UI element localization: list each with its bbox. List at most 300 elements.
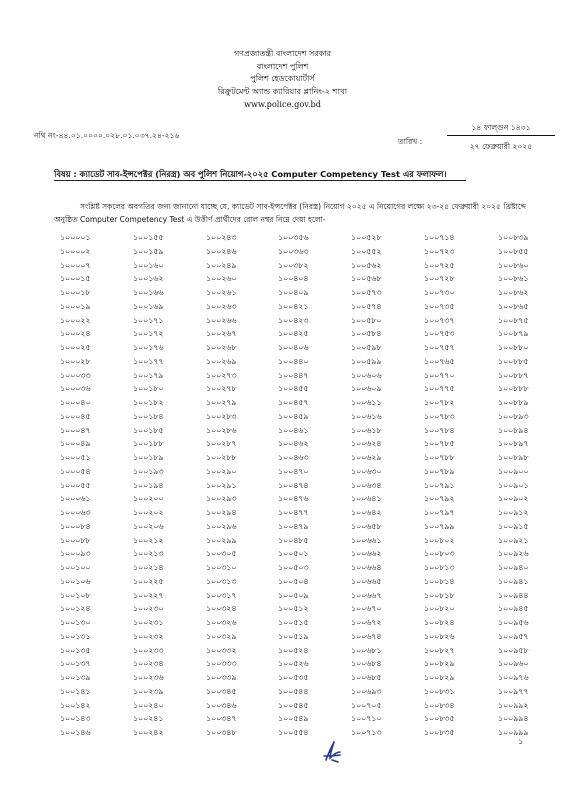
roll-number-cell: ১০০৮২০: [424, 604, 455, 614]
roll-number-cell: ১০০২৬০: [206, 274, 237, 284]
table-row: [60, 520, 558, 534]
roll-number-cell: ১০০৯৪১: [498, 576, 529, 586]
roll-number-cell: ১০০৮৬৫: [498, 301, 529, 311]
website-link[interactable]: www.police.gov.bd: [243, 99, 321, 109]
roll-number-cell: ১০০২০০: [133, 494, 164, 504]
page-number: ১: [518, 737, 524, 746]
roll-number-cell: ১০০৬২৪: [351, 439, 382, 449]
roll-number-cell: ১০০৪০৪: [278, 274, 309, 284]
roll-number-cell: ১০০৩২৯: [206, 631, 237, 641]
roll-number-cell: ১০০৮৮৭: [498, 370, 529, 380]
roll-number-cell: ১০০২৯০: [206, 466, 237, 476]
roll-number-cell: ১০০০৪০: [60, 398, 91, 407]
roll-number-cell: ১০০৫৯৯: [351, 356, 382, 366]
table-row: [60, 396, 558, 410]
roll-number-cell: ১০০২৪৩: [206, 233, 237, 242]
roll-number-cell: ১০০৩২৬: [206, 618, 237, 627]
org-name: বাংলাদেশ পুলিশ: [256, 61, 309, 71]
roll-number-cell: ১০০২১৪: [133, 563, 164, 572]
roll-number-cell: ১০০২৪০: [133, 700, 164, 710]
roll-number-cell: ১০০২৪৯: [206, 260, 237, 270]
table-row: [60, 616, 558, 630]
roll-number-cell: ১০০৩২৪: [206, 604, 237, 614]
roll-number-cell: ১০০৮৮০: [498, 343, 529, 352]
roll-number-cell: ১০০১৭১: [133, 315, 164, 325]
roll-number-cell: ১০০৭৫৩: [424, 329, 455, 339]
roll-number-cell: ১০০২৭৩: [206, 370, 237, 380]
roll-number-cell: ১০০৪৫৯: [278, 411, 309, 421]
roll-number-cell: ১০০২১৩: [133, 549, 164, 559]
roll-number-cell: ১০০৭৯৭: [424, 508, 455, 517]
roll-number-cell: ১০০৬৭২: [351, 618, 382, 627]
table-row: [60, 451, 558, 465]
roll-number-cell: ১০০২৪১: [133, 714, 164, 724]
roll-number-cell: ১০০৬৮৫: [351, 673, 382, 682]
roll-number-cell: ১০০২৮৬: [206, 425, 237, 435]
roll-number-cell: ১০০৭৮২: [424, 398, 455, 407]
subject-line: বিষয় : ক্যাডেট সাব-ইন্সপেক্টর (নিরস্ত্র) অব পুলিশ নিয়োগ-২০২৫ Computer Competency Test এর ফলাফল।: [54, 169, 447, 179]
roll-number-cell: ১০০৪২৩: [278, 315, 309, 325]
roll-number-cell: ১০০৭২৮: [424, 274, 455, 284]
roll-number-cell: ১০০৮৩১: [424, 686, 455, 696]
roll-number-cell: ১০০৮৮৮: [498, 384, 529, 394]
roll-number-cell: ১০০৬৩০: [351, 466, 382, 476]
roll-number-cell: ১০০৬৪১: [351, 494, 382, 504]
roll-number-cell: ১০০০৫৪: [60, 466, 91, 476]
roll-number-cell: ১০০৮৬০: [498, 260, 529, 270]
roll-number-cell: ১০০৩৩২: [206, 645, 237, 655]
roll-number-cell: ১০০৯১৫: [498, 521, 529, 531]
roll-number-cell: ১০০৯৯৪: [498, 714, 529, 724]
roll-number-cell: ১০০১৬৬: [133, 288, 164, 297]
roll-number-cell: ১০০৫০৩: [278, 563, 309, 572]
roll-number-cell: ১০০৩৪৭: [206, 714, 237, 724]
roll-number-cell: ১০০৪২১: [278, 301, 309, 311]
notice-paragraph: সংশ্লিষ্ট সকলের অবগতির জন্য জানানো যাচ্ছে যে, ক্যাডেট সাব-ইন্সপেক্টর (নিরস্ত্র) নিয়োগ ২০২৫ এ নিয়োগের লক্ষ্যে ২৩-২৫ ফেব্রুয়ারী ২০২৫ খ্রিষ্টাব্দে অনুষ্ঠিত Computer Competency Test এ উত্তীর্ণ প্রার্থীদের রোল নম্বর নিম্নে দেয়া হলো-: [54, 202, 526, 224]
roll-number-cell: ১০০২০৬: [133, 521, 164, 531]
roll-number-cell: ১০০৭১৪: [424, 233, 455, 242]
table-row: [60, 300, 558, 314]
roll-number-cell: ১০০০৬৩: [60, 508, 91, 517]
roll-number-cell: ১০০২৪৬: [206, 246, 237, 256]
roll-number-cell: ১০০২৬৯: [206, 356, 237, 366]
roll-number-cell: ১০০৭৮৯: [424, 466, 455, 476]
roll-number-cell: ১০০৭১০: [351, 714, 382, 724]
roll-number-cell: ১০০৯৬০: [498, 659, 529, 669]
roll-number-cell: ১০০২৬৮: [206, 343, 237, 352]
roll-number-cell: ১০০৭৫৭: [424, 343, 455, 352]
roll-number-cell: ১০০৮৭৯: [498, 329, 529, 339]
roll-number-cell: ১০০৬৬৪: [351, 563, 382, 572]
roll-number-cell: ১০০০৫৫: [60, 480, 91, 490]
roll-number-cell: ১০০০৩৩: [60, 370, 91, 380]
roll-number-cell: ১০০৩৬৩: [278, 246, 309, 256]
roll-number-cell: ১০০৮১৩: [424, 563, 455, 572]
roll-number-cell: ১০০৬৮১: [351, 645, 382, 655]
roll-number-cell: ১০০১০৮: [60, 590, 91, 600]
roll-number-cell: ১০০৩১৩: [206, 576, 237, 586]
roll-number-cell: ১০০১৩১: [60, 631, 91, 641]
table-row: [60, 245, 558, 259]
roll-number-cell: ১০০১৮০: [133, 384, 164, 394]
roll-number-cell: ১০০৭৯৯: [424, 521, 455, 531]
roll-number-cell: ১০০৭২৩: [424, 246, 455, 256]
roll-number-cell: ১০০৯৪৫: [498, 604, 529, 614]
roll-number-cell: ১০০২৩৪: [133, 659, 164, 669]
roll-number-cell: ১০০৯৭৬: [498, 673, 529, 682]
table-row: [60, 685, 558, 699]
roll-number-cell: ১০০৭৭৫: [424, 384, 455, 394]
roll-number-table: [60, 231, 558, 740]
roll-number-cell: ১০০৪৫৭: [278, 398, 309, 407]
roll-number-cell: ১০০৫৬২: [351, 260, 382, 270]
roll-number-cell: ১০০৯৭৭: [498, 686, 529, 696]
roll-number-cell: ১০০১৩৭: [60, 659, 91, 669]
subject-underline: [54, 180, 466, 181]
roll-number-cell: ১০০৬৮৪: [351, 659, 382, 669]
roll-number-cell: ১০০৫৫৪: [278, 728, 309, 737]
table-row: [60, 561, 558, 575]
memo-number: নথি নং-৪৪.০১.০০০০.০২৮.০১.০৩৭.২৪-২১৬: [34, 131, 180, 140]
roll-number-cell: ১০০১৮৮: [133, 439, 164, 449]
roll-number-cell: ১০০০৪৫: [60, 411, 91, 421]
roll-number-cell: ১০০৬৯৩: [351, 686, 382, 696]
roll-number-cell: ১০০১০৬: [60, 576, 91, 586]
table-row: [60, 410, 558, 424]
govt-name: গণপ্রজাতন্ত্রী বাংলাদেশ সরকার: [233, 49, 332, 58]
roll-number-cell: ১০০০২৮: [60, 356, 91, 366]
roll-number-cell: ১০০৫৬৮: [351, 274, 382, 284]
roll-number-cell: ১০০৮৩৯: [498, 233, 529, 242]
roll-number-cell: ১০০৬৬২: [351, 549, 382, 559]
roll-number-cell: ১০০২৬১: [206, 288, 237, 297]
roll-number-cell: ১০০৫৭৪: [351, 301, 382, 311]
roll-number-cell: ১০০৬৭০: [351, 604, 382, 614]
roll-number-cell: ১০০৮৯৭: [498, 439, 529, 449]
roll-number-cell: ১০০৮৭৫: [498, 315, 529, 325]
roll-number-cell: ১০০৮৬১: [498, 274, 529, 284]
roll-number-cell: ১০০২৮৮: [206, 453, 237, 462]
roll-number-cell: ১০০৬১৬: [351, 411, 382, 421]
roll-number-cell: ১০০৬০৯: [351, 384, 382, 394]
roll-number-cell: ১০০৪৮৫: [278, 535, 309, 545]
roll-number-cell: ১০০৫৭৩: [351, 288, 382, 297]
roll-number-cell: ১০০৮৩৫: [424, 714, 455, 724]
table-row: [60, 575, 558, 589]
table-row: [60, 327, 558, 341]
roll-number-cell: ১০০৫৮৪: [351, 329, 382, 339]
roll-number-cell: ১০০৬১৮: [351, 425, 382, 435]
roll-number-cell: ১০০৯৫৮: [498, 645, 529, 655]
roll-number-cell: ১০০২৩৬: [133, 673, 164, 682]
roll-number-cell: ১০০০১৮: [60, 288, 91, 297]
roll-number-cell: ১০০৬২৯: [351, 453, 382, 462]
table-row: [60, 506, 558, 520]
table-row: [60, 259, 558, 273]
roll-number-cell: ১০০২৭৮: [206, 384, 237, 394]
roll-number-cell: ১০০৮২৯: [424, 673, 455, 682]
roll-number-cell: ১০০৯২৬: [498, 549, 529, 559]
signature-mark: [318, 740, 344, 764]
roll-number-cell: ১০০১৩৫: [60, 645, 91, 655]
roll-number-cell: ১০০৮৩৪: [424, 700, 455, 710]
roll-number-cell: ১০০৬৩৪: [351, 480, 382, 490]
roll-number-cell: ১০০৮৯৮: [498, 453, 529, 462]
roll-number-cell: ১০০৮০৩: [424, 549, 455, 559]
roll-number-cell: ১০০৭৩৭: [424, 315, 455, 325]
roll-number-cell: ১০০৫০৯: [278, 590, 309, 600]
roll-number-cell: ১০০৮১৪: [424, 576, 455, 586]
roll-number-cell: ১০০৯০০: [498, 466, 529, 476]
roll-number-cell: ১০০১৬০: [133, 260, 164, 270]
table-row: [60, 286, 558, 300]
roll-number-cell: ১০০৯০১: [498, 480, 529, 490]
roll-number-cell: ১০০১৪২: [60, 700, 91, 710]
roll-number-cell: ১০০১৮৯: [133, 453, 164, 462]
roll-number-cell: ১০০৩৫৬: [278, 233, 309, 242]
table-row: [60, 589, 558, 603]
roll-number-cell: ১০০২৩০: [133, 604, 164, 614]
roll-number-cell: ১০০৫০১: [278, 549, 309, 559]
roll-number-cell: ১০০৯১২: [498, 508, 529, 517]
roll-number-cell: ১০০০৪৯: [60, 439, 91, 449]
roll-number-cell: ১০০৮৯৩: [498, 411, 529, 421]
table-row: [60, 341, 558, 355]
roll-number-cell: ১০০০৯৩: [60, 549, 91, 559]
roll-number-cell: ১০০০২৪: [60, 329, 91, 339]
table-row: [60, 657, 558, 671]
roll-number-cell: ১০০৯৫৭: [498, 631, 529, 641]
roll-number-cell: ১০০৯৯২: [498, 700, 529, 710]
date-divider: [447, 135, 555, 136]
roll-number-cell: ১০০৪৬৩: [278, 453, 309, 462]
roll-number-cell: ১০০১৮৫: [133, 425, 164, 435]
roll-number-cell: ১০০৪৭৭: [278, 508, 309, 517]
roll-number-cell: ১০০৭২৫: [424, 260, 455, 270]
table-row: [60, 699, 558, 713]
roll-number-cell: ১০০৩৪৫: [206, 686, 237, 696]
table-row: [60, 712, 558, 726]
roll-number-cell: ১০০০৮৮: [60, 535, 91, 545]
roll-number-cell: ১০০১০০: [60, 563, 91, 572]
roll-number-cell: ১০০১৮২: [133, 398, 164, 407]
roll-number-cell: ১০০০০৭: [60, 260, 91, 270]
date-bengali: ১৪ ফাল্গুন ১৪৩১: [471, 123, 531, 132]
roll-number-cell: ১০০২৩৯: [133, 686, 164, 696]
roll-number-cell: ১০০৮৮৫: [498, 356, 529, 366]
roll-number-cell: ১০০১৮৪: [133, 411, 164, 421]
roll-number-cell: ১০০৫২৬: [278, 659, 309, 669]
roll-number-cell: ১০০৪৪০: [278, 356, 309, 366]
roll-number-cell: ১০০২৪২: [133, 728, 164, 737]
roll-number-cell: ১০০৪৬১: [278, 425, 309, 435]
roll-number-cell: ১০০২৯৬: [206, 521, 237, 531]
date-english: ২৭ ফেব্রুয়ারী ২০২৫: [469, 142, 533, 151]
branch-name: রিক্রুটমেন্ট অ্যান্ড ক্যারিয়ার প্লানিং-২ শাখা: [217, 86, 348, 96]
table-row: [60, 602, 558, 616]
roll-number-cell: ১০০৫০৪: [278, 576, 309, 586]
roll-number-cell: ১০০৮৯৪: [498, 425, 529, 435]
table-row: [60, 465, 558, 479]
roll-number-cell: ১০০৫১২: [278, 604, 309, 614]
roll-number-cell: ১০০২৬৬: [206, 315, 237, 325]
roll-number-cell: ১০০৮৬২: [498, 288, 529, 297]
roll-number-cell: ১০০২৩২: [133, 631, 164, 641]
roll-number-cell: ১০০২৬৩: [206, 301, 237, 311]
roll-number-cell: ১০০১৫৫: [133, 233, 164, 242]
roll-number-cell: ১০০৮২৭: [424, 645, 455, 655]
roll-number-cell: ১০০৩১০: [206, 563, 237, 572]
table-row: [60, 479, 558, 493]
roll-number-cell: ১০০০২২: [60, 315, 91, 325]
table-row: [60, 424, 558, 438]
table-row: [60, 534, 558, 548]
roll-number-cell: ১০০৭৯১: [424, 480, 455, 490]
roll-number-cell: ১০০১৭৯: [133, 370, 164, 380]
roll-number-cell: ১০০৩৪৮: [206, 728, 237, 737]
roll-number-cell: ১০০৭৮৩: [424, 411, 455, 421]
roll-number-cell: ১০০৭০৫: [351, 700, 382, 710]
roll-number-cell: ১০০১৬২: [133, 274, 164, 284]
roll-number-cell: ১০০৯৫৬: [498, 618, 529, 627]
roll-number-cell: ১০০১৪৩: [60, 714, 91, 724]
roll-number-cell: ১০০০৫১: [60, 453, 91, 462]
roll-number-cell: ১০০৪২৫: [278, 329, 309, 339]
roll-number-cell: ১০০১৩৯: [60, 673, 91, 682]
roll-number-cell: ১০০৯৪০: [498, 563, 529, 572]
roll-number-cell: ১০০৪৭৯: [278, 521, 309, 531]
roll-number-cell: ১০০০১৯: [60, 301, 91, 311]
table-row: [60, 547, 558, 561]
roll-number-cell: ১০০৭৩০: [424, 288, 455, 297]
roll-number-cell: ১০০১৭৭: [133, 356, 164, 366]
roll-number-cell: ১০০৮২৬: [424, 631, 455, 641]
roll-number-cell: ১০০৬৭৪: [351, 631, 382, 641]
roll-number-cell: ১০০৪৪৭: [278, 370, 309, 380]
roll-number-cell: ১০০১৯৩: [133, 466, 164, 476]
roll-number-cell: ১০০০০২: [60, 246, 91, 256]
roll-number-cell: ১০০২৯৯: [206, 535, 237, 545]
roll-number-cell: ১০০৭৮৪: [424, 425, 455, 435]
table-row: [60, 272, 558, 286]
table-row: [60, 231, 558, 245]
roll-number-cell: ১০০৪০৯: [278, 288, 309, 297]
table-row: [60, 644, 558, 658]
roll-number-cell: ১০০১৪৬: [60, 728, 91, 737]
letterhead: [0, 48, 565, 111]
roll-number-cell: ১০০৩৩৯: [206, 673, 237, 682]
roll-number-cell: ১০০৬৬১: [351, 535, 382, 545]
roll-number-cell: ১০০৮২৯: [424, 659, 455, 669]
table-row: [60, 437, 558, 451]
roll-number-cell: ১০০৭১৩: [351, 728, 382, 737]
roll-number-cell: ১০০৬৫৮: [351, 521, 382, 531]
roll-number-cell: ১০০৫৪৯: [278, 714, 309, 724]
roll-number-cell: ১০০৬৬৫: [351, 576, 382, 586]
roll-number-cell: ১০০৩৮২: [278, 260, 309, 270]
roll-number-cell: ১০০৫১৫: [278, 618, 309, 627]
roll-number-cell: ১০০৫২৮: [351, 233, 382, 242]
roll-number-cell: ১০০৪৭৪: [278, 480, 309, 490]
table-row: [60, 369, 558, 383]
table-row: [60, 630, 558, 644]
roll-number-cell: ১০০০১৫: [60, 274, 91, 284]
roll-number-cell: ১০০৮২৪: [424, 618, 455, 627]
roll-number-cell: ১০০১২৪: [60, 604, 91, 614]
roll-number-cell: ১০০৭৬৫: [424, 356, 455, 366]
roll-number-cell: ১০০৭৩৫: [424, 301, 455, 311]
roll-number-cell: ১০০৮৮৯: [498, 398, 529, 407]
roll-number-cell: ১০০২৮৩: [206, 411, 237, 421]
roll-number-cell: ১০০১৩০: [60, 618, 91, 627]
roll-number-cell: ১০০০২৫: [60, 343, 91, 352]
roll-number-cell: ১০০৬০৬: [351, 370, 382, 380]
roll-number-cell: ১০০২৯৩: [206, 494, 237, 504]
roll-number-cell: ১০০৭৭০: [424, 370, 455, 380]
roll-number-cell: ১০০৯২১: [498, 535, 529, 545]
roll-number-cell: ১০০৩৩৩: [206, 659, 237, 669]
table-row: [60, 671, 558, 685]
table-row: [60, 726, 558, 740]
roll-number-cell: ১০০৭৮৫: [424, 439, 455, 449]
roll-number-cell: ১০০৫৮০: [351, 315, 382, 325]
roll-number-cell: ১০০২২৭: [133, 590, 164, 600]
table-row: [60, 314, 558, 328]
roll-number-cell: ১০০৬৪২: [351, 508, 382, 517]
table-row: [60, 355, 558, 369]
roll-number-cell: ১০০২৯৪: [206, 508, 237, 517]
roll-number-cell: ১০০৫৩৫: [278, 673, 309, 682]
roll-number-cell: ১০০৯৯৯: [498, 728, 529, 737]
roll-number-cell: ১০০৮০২: [424, 535, 455, 545]
roll-number-cell: ১০০২১২: [133, 535, 164, 545]
roll-number-cell: ১০০৯০২: [498, 494, 529, 504]
roll-number-cell: ১০০১৬৯: [133, 301, 164, 311]
roll-number-cell: ১০০২৩৩: [133, 645, 164, 655]
roll-number-cell: ১০০৮১৮: [424, 590, 455, 600]
roll-number-cell: ১০০০৬১: [60, 494, 91, 504]
table-row: [60, 492, 558, 506]
roll-number-cell: ১০০১৯৪: [133, 480, 164, 490]
roll-number-cell: ১০০৩৪৬: [206, 700, 237, 710]
roll-number-cell: ১০০২৩১: [133, 618, 164, 627]
roll-number-cell: ১০০৯৪৪: [498, 590, 529, 600]
roll-number-cell: ১০০০৪৭: [60, 425, 91, 435]
date-label: তারিখ :: [398, 137, 423, 146]
roll-number-cell: ১০০২০২: [133, 508, 164, 517]
roll-number-cell: ১০০১৪১: [60, 686, 91, 696]
roll-number-cell: ১০০৪৭০: [278, 466, 309, 476]
roll-number-cell: ১০০৫৯৮: [351, 343, 382, 352]
roll-number-cell: ১০০৩১৭: [206, 590, 237, 600]
roll-number-cell: ১০০৬১১: [351, 398, 382, 407]
roll-number-cell: ১০০২৬৭: [206, 329, 237, 339]
roll-number-cell: ১০০০৩৬: [60, 384, 91, 394]
roll-number-cell: ১০০৪৬২: [278, 439, 309, 449]
roll-number-cell: ১০০২৭৯: [206, 398, 237, 407]
roll-number-cell: ১০০৭৮৮: [424, 453, 455, 462]
roll-number-cell: ১০০১৫৯: [133, 246, 164, 256]
roll-number-cell: ১০০৭৯২: [424, 494, 455, 504]
roll-number-cell: ১০০৪০৬: [278, 343, 309, 352]
roll-number-cell: ১০০৮৩৫: [424, 728, 455, 737]
roll-number-cell: ১০০২২৫: [133, 576, 164, 586]
roll-number-cell: ১০০৫১৯: [278, 631, 309, 641]
roll-number-cell: ১০০৪৫৫: [278, 384, 309, 394]
roll-number-cell: ১০০১৭২: [133, 329, 164, 339]
roll-number-cell: ১০০৫৪৪: [278, 686, 309, 696]
roll-number-cell: ১০০৫৫২: [351, 246, 382, 256]
